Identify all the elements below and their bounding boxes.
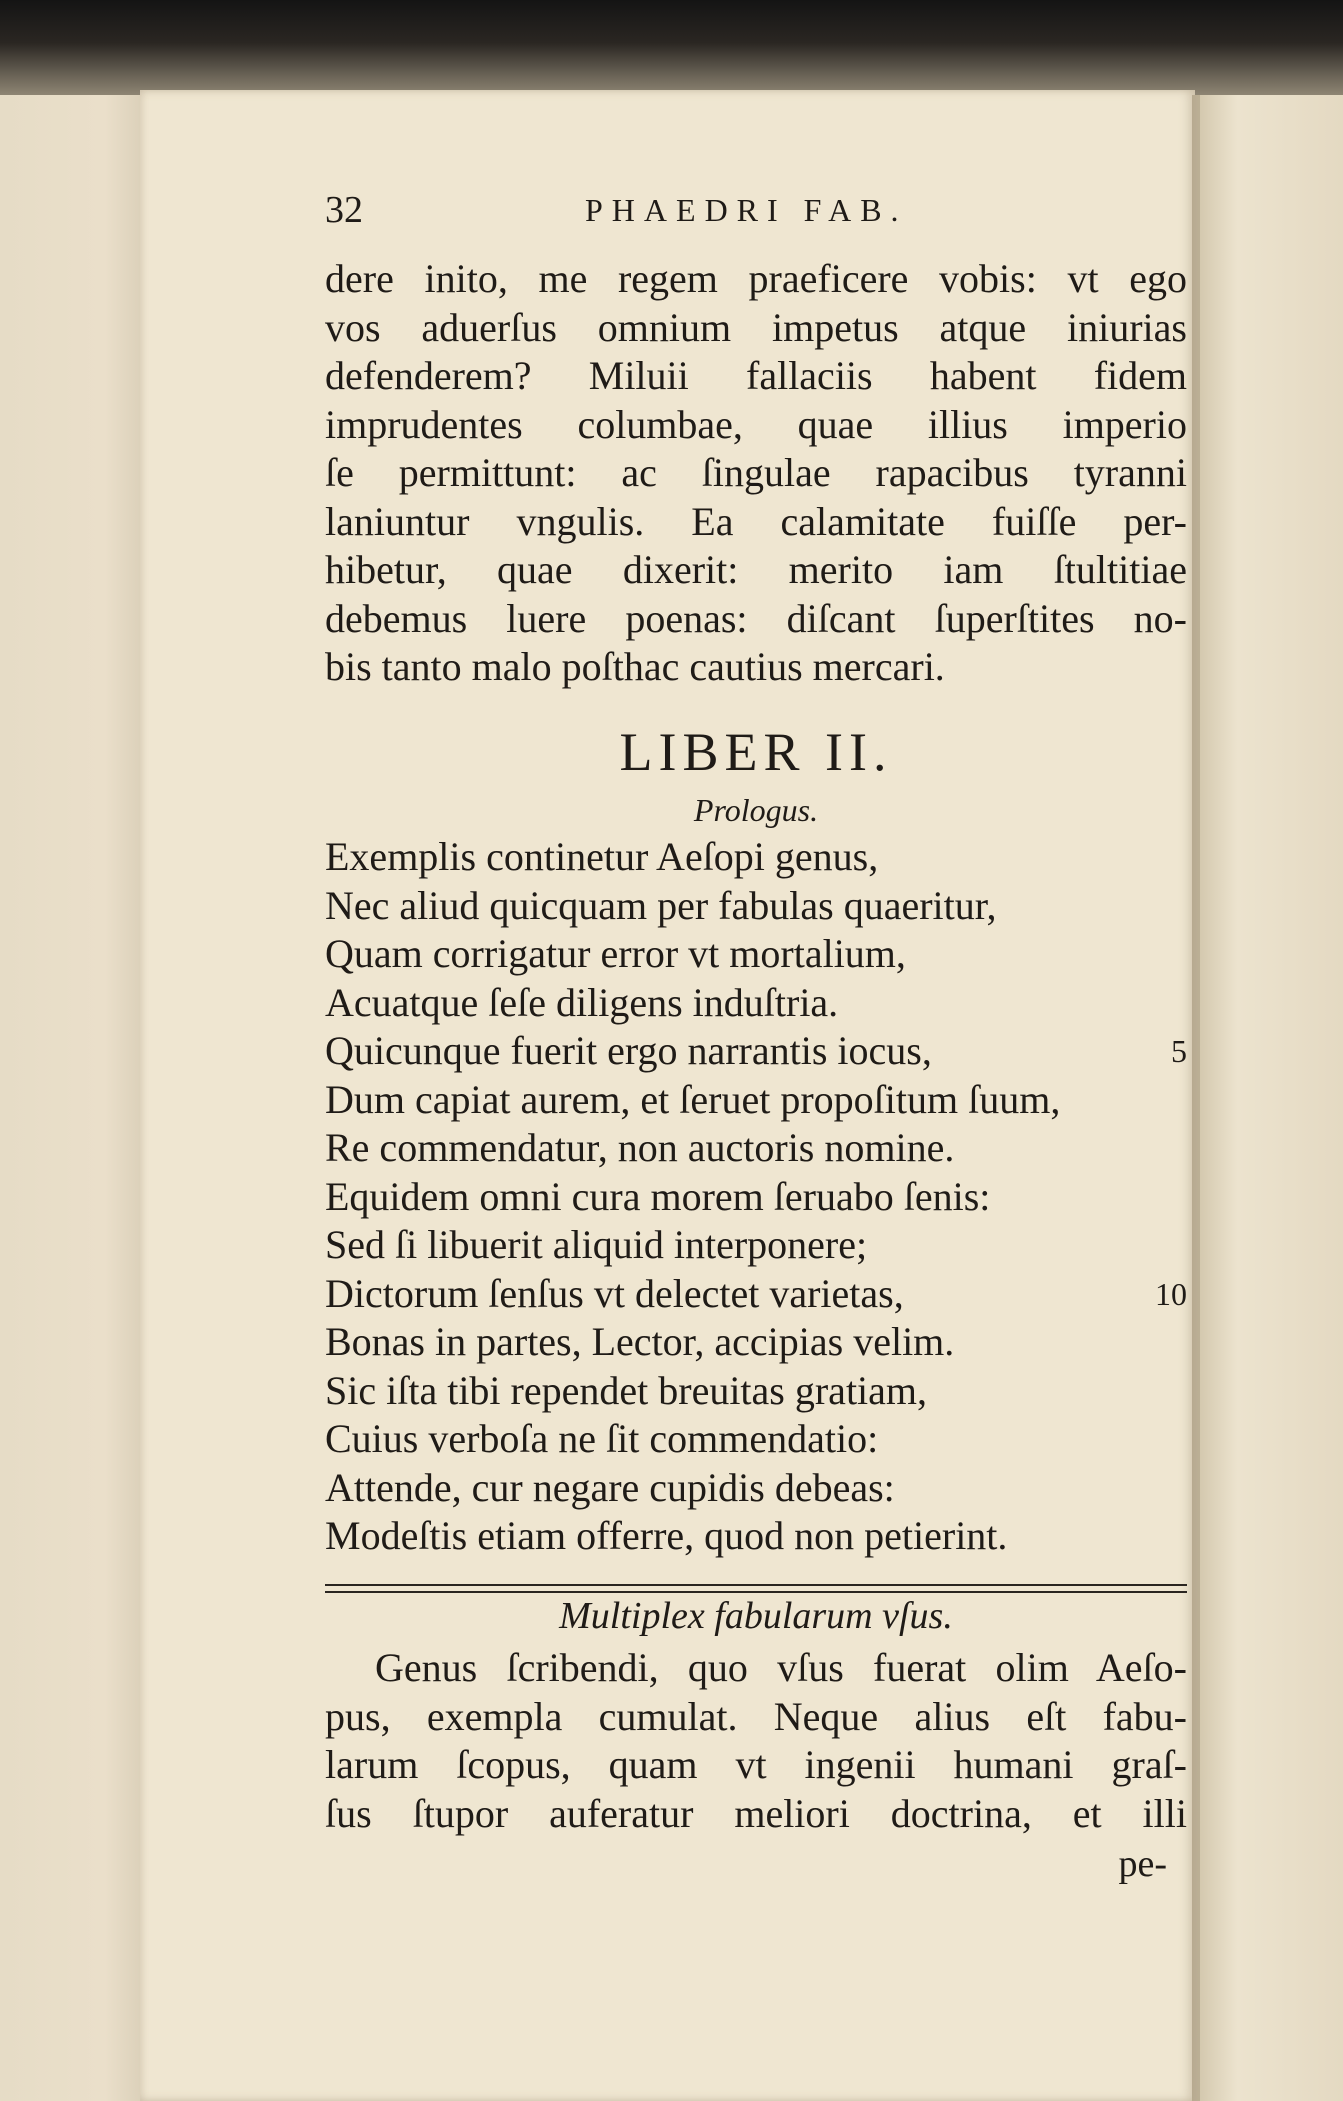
section-title: Multiplex fabularum vſus. — [559, 1595, 953, 1637]
prologue-title: Prologus. — [693, 792, 819, 828]
prose-line: imprudentes columbae, quae illius imperio — [325, 401, 1187, 447]
book-title: LIBER II. — [619, 722, 893, 782]
prose-line: pus, exempla cumulat. Neque alius eſt fabu- — [325, 1693, 1187, 1739]
prose-line: bis tanto malo poſthac cautius mercari. — [325, 644, 945, 689]
verse-line: Cuius verboſa ne ſit commendatio: — [325, 1416, 879, 1461]
catchword: pe- — [1118, 1843, 1167, 1885]
verse-line: Nec aliud quicquam per fabulas quaeritur, — [325, 882, 997, 928]
verse-line: Sed ſi libuerit aliquid interponere; — [325, 1222, 868, 1267]
prose-line: laniuntur vngulis. Ea calamitate fuiſſe per- — [325, 498, 1187, 544]
prose-line: ſe permittunt: ac ſingulae rapacibus tyranni — [325, 450, 1187, 495]
verse-line: Sic iſta tibi rependet breuitas gratiam, — [325, 1367, 928, 1413]
running-head: PHAEDRI FAB. — [585, 192, 908, 228]
facing-page-edge — [0, 95, 150, 2101]
prose-line: debemus luere poenas: diſcant ſuperſtites no- — [325, 595, 1187, 641]
verse-line: Re commendatur, non auctoris nomine. — [325, 1125, 955, 1170]
book-spine-shadow — [0, 0, 1343, 95]
page-number: 32 — [325, 189, 363, 231]
prose-line: larum ſcopus, quam vt ingenii humani graſ- — [325, 1742, 1187, 1787]
verse-line: Quam corrigatur error vt mortalium, — [325, 931, 906, 976]
prose-line: dere inito, me regem praeficere vobis: vt ego — [325, 256, 1187, 301]
line-number-marker: 5 — [1171, 1033, 1187, 1069]
verse-line: Equidem omni cura morem ſeruabo ſenis: — [325, 1173, 991, 1219]
page-header — [325, 188, 1187, 236]
verse-line: Dictorum ſenſus vt delectet varietas, — [325, 1270, 904, 1316]
page-gutter-shadow — [1192, 95, 1200, 2101]
page-block-edge — [1192, 95, 1343, 2101]
prose-line: vos aduerſus omnium impetus atque iniurias — [325, 304, 1187, 350]
verse-line: Attende, cur negare cupidis debeas: — [325, 1464, 895, 1510]
prose-line: Genus ſcribendi, quo vſus fuerat olim Aeſo- — [375, 1645, 1187, 1690]
line-number-marker: 10 — [1155, 1275, 1187, 1312]
prose-line: defenderem? Miluii fallaciis habent fidem — [325, 353, 1187, 398]
verse-line: Acuatque ſeſe diligens induſtria. — [325, 979, 839, 1025]
prose-line: ſus ſtupor auferatur meliori doctrina, et illi — [325, 1790, 1187, 1836]
verse-line: Quicunque fuerit ergo narrantis iocus, — [325, 1028, 932, 1073]
prose-line: hibetur, quae dixerit: merito iam ſtultitiae — [325, 547, 1187, 592]
verse-line: Dum capiat aurem, et ſeruet propoſitum ſuum, — [325, 1076, 1061, 1122]
verse-line: Exemplis continetur Aeſopi genus, — [325, 834, 879, 879]
verse-line: Modeſtis etiam offerre, quod non petierint. — [325, 1513, 1008, 1558]
verse-line: Bonas in partes, Lector, accipias velim. — [325, 1319, 955, 1364]
